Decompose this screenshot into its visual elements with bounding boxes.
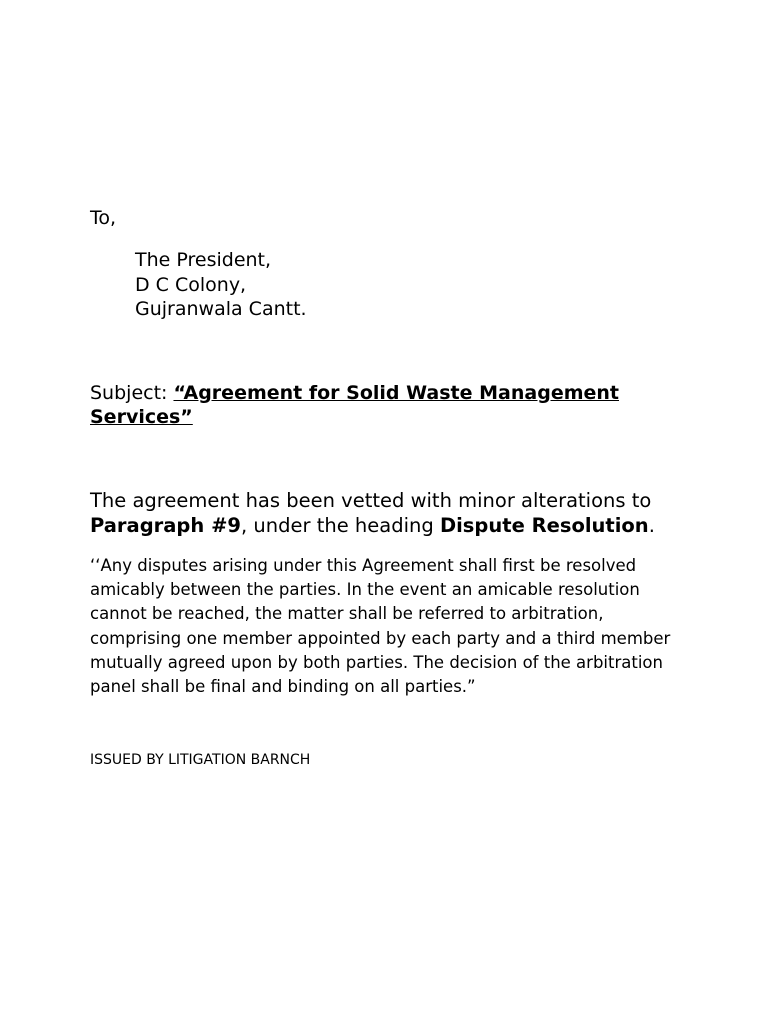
subject-label: Subject: <box>90 382 174 404</box>
recipient-title: The President, <box>135 249 272 271</box>
quoted-clause: ‘‘Any disputes arising under this Agreement shall first be resolved amicably between the parties. In the event an amicable resolution cannot be reached, the matter shall be referred to arbitration, comprising one member appointed by each party and a third member mutually agreed upon by both parties. The decision of the arbitration panel shall be final and binding on all parties.” <box>90 556 671 697</box>
intro-text-1: The agreement has been vetted with minor alterations to <box>90 489 652 512</box>
intro-text-3: . <box>648 513 655 537</box>
issuer-line: ISSUED BY LITIGATION BARNCH <box>90 752 311 768</box>
intro-text-2: , under the heading <box>240 513 440 537</box>
recipient-city: Gujranwala Cantt. <box>135 298 307 320</box>
intro-paragraph <box>90 489 690 538</box>
paragraph-reference: Paragraph #9 <box>90 513 241 537</box>
recipient-address <box>135 248 307 322</box>
subject-text: “Agreement for Solid Waste Management Services” <box>90 382 619 428</box>
heading-reference: Dispute Resolution <box>439 513 649 537</box>
recipient-colony: D C Colony, <box>135 273 247 296</box>
salutation: To, <box>90 207 117 229</box>
subject-line <box>90 381 680 429</box>
